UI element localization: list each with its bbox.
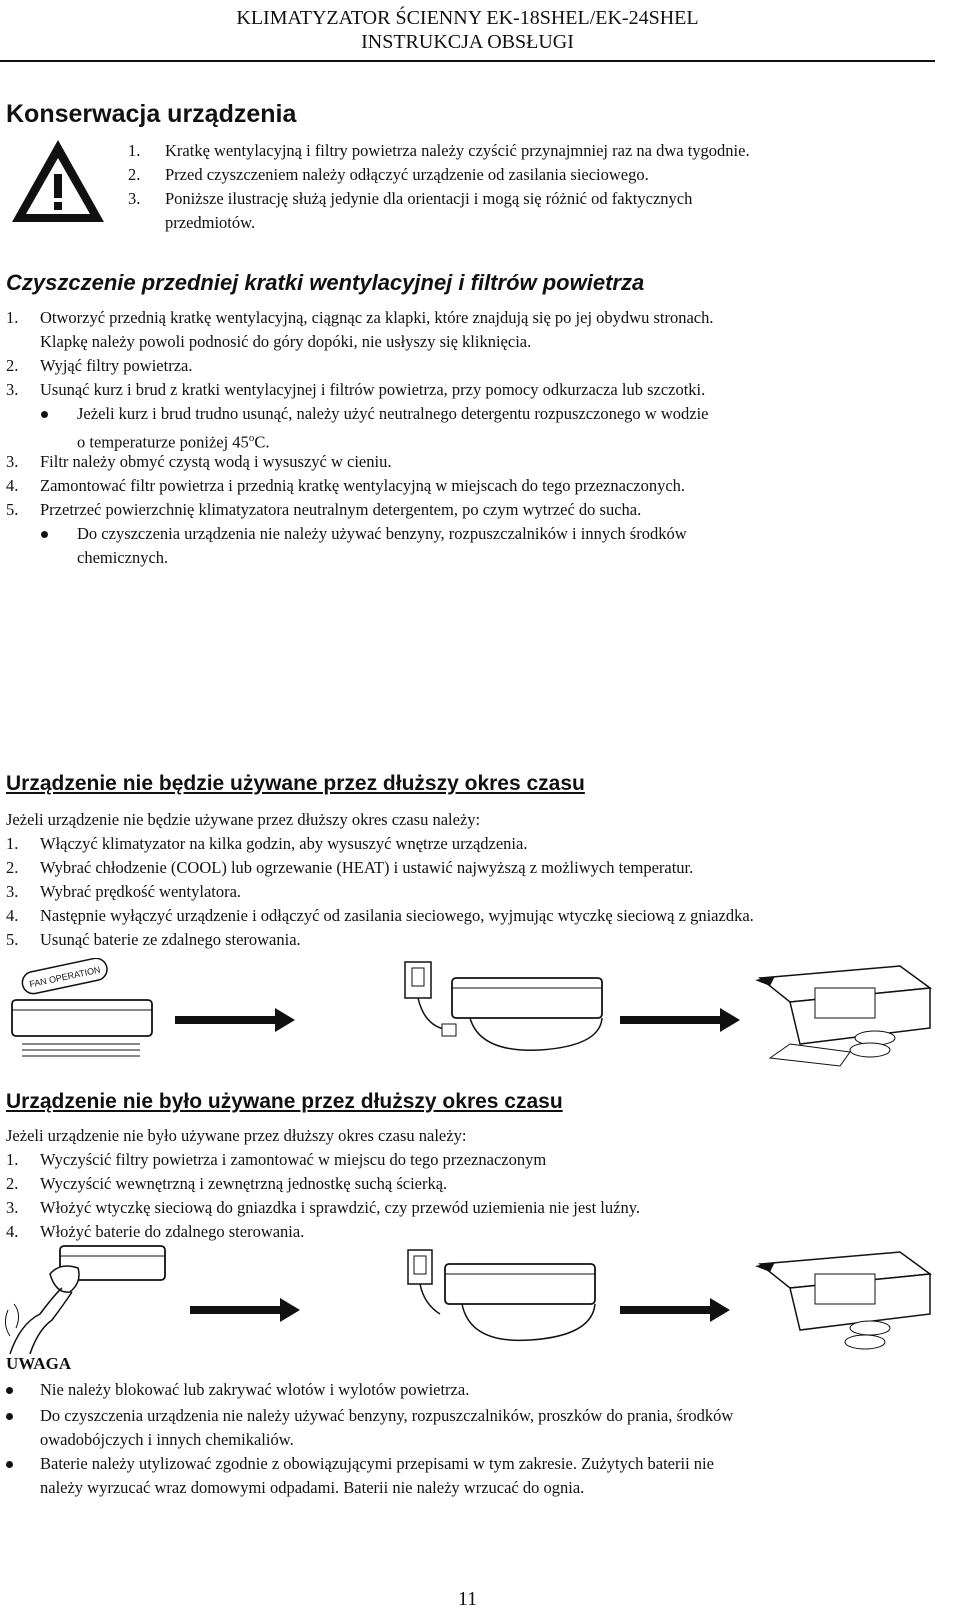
bullet-icon [41, 411, 48, 418]
list-text: Zamontować filtr powietrza i przednią kratkę wentylacyjną w miejscach do tego przeznaczonych. [40, 476, 686, 495]
list-number: 3. [128, 189, 141, 208]
list-text-continued: przedmiotów. [165, 213, 256, 232]
list-number: 3. [6, 380, 19, 399]
storage-illustration [0, 958, 935, 1068]
list-text: Wyjąć filtry powietrza. [40, 356, 193, 375]
bullet-icon [6, 1413, 13, 1420]
bullet-icon [41, 531, 48, 538]
section-intro: Jeżeli urządzenie nie będzie używane przez dłuższy okres czasu należy: [6, 810, 481, 829]
list-number: 3. [6, 882, 19, 901]
header-subtitle: INSTRUKCJA OBSŁUGI [361, 31, 574, 53]
list-number: 2. [6, 356, 19, 375]
list-text: Usunąć kurz i brud z kratki wentylacyjnej i filtrów powietrza, przy pomocy odkurzacza lub szczotki. [40, 380, 706, 399]
list-number: 1. [6, 1150, 19, 1169]
list-number: 4. [6, 906, 19, 925]
list-number: 4. [6, 476, 19, 495]
bullet-text-continued: należy wyrzucać wraz domowymi odpadami. Baterii nie należy wrzucać do ognia. [40, 1478, 585, 1497]
list-number: 2. [6, 1174, 19, 1193]
fan-operation-unit-icon [12, 958, 152, 1056]
bullet-text-continued: chemicznych. [77, 548, 169, 567]
list-number: 2. [128, 165, 141, 184]
bullet-text: Do czyszczenia urządzenia nie należy używać benzyny, rozpuszczalników, proszków do prania, środków [40, 1406, 734, 1425]
bullet-text: Do czyszczenia urządzenia nie należy używać benzyny, rozpuszczalników i innych środków [77, 524, 687, 543]
list-text: Wyczyścić wewnętrzną i zewnętrzną jednostkę suchą ścierką. [40, 1174, 448, 1193]
header-title: KLIMATYZATOR ŚCIENNY EK-18SHEL/EK-24SHEL [236, 7, 699, 29]
list-text: Otworzyć przednią kratkę wentylacyjną, ciągnąc za klapki, które znajdują się po jej obydwu stronach. [40, 308, 714, 327]
note-title: UWAGA [6, 1354, 72, 1373]
arrow-right-icon [175, 1008, 295, 1032]
plug-in-icon [408, 1250, 595, 1340]
list-text: Wybrać chłodzenie (COOL) lub ogrzewanie (HEAT) i ustawić najwyższą z możliwych temperatur. [40, 858, 694, 877]
degree-sup: o [248, 432, 255, 444]
list-text: Przetrzeć powierzchnię klimatyzatora neutralnym detergentem, po czym wytrzeć do sucha. [40, 500, 642, 519]
list-number: 5. [6, 930, 19, 949]
list-text: Przed czyszczeniem należy odłączyć urządzenie od zasilania sieciowego. [165, 165, 649, 184]
bullet-text: Jeżeli kurz i brud trudno usunąć, należy użyć neutralnego detergentu rozpuszczonego w wodzie [77, 404, 709, 423]
list-text: Poniższe ilustrację służą jedynie dla orientacji i mogą się różnić od faktycznych [165, 189, 693, 208]
section-title-storage: Urządzenie nie będzie używane przez dłuższy okres czasu [6, 772, 585, 795]
section-title-restart: Urządzenie nie było używane przez dłuższy okres czasu [6, 1090, 563, 1113]
header-divider [0, 60, 935, 62]
temperature-text: o temperaturze poniżej 45 [77, 432, 249, 452]
remote-battery-insert-icon [755, 1252, 930, 1349]
list-text: Kratkę wentylacyjną i filtry powietrza należy czyścić przynajmniej raz na dwa tygodnie. [165, 141, 750, 160]
bullet-text: Baterie należy utylizować zgodnie z obowiązującymi przepisami w tym zakresie. Zużytych baterii nie [40, 1454, 714, 1473]
section-title-maintenance: Konserwacja urządzenia [6, 100, 297, 128]
arrow-right-icon [620, 1298, 730, 1322]
list-text: Filtr należy obmyć czystą wodą i wysuszyć w cieniu. [40, 452, 392, 471]
bullet-text-continued: owadobójczych i innych chemikaliów. [40, 1430, 294, 1449]
bullet-icon [6, 1461, 13, 1468]
list-number: 4. [6, 1222, 19, 1241]
list-number: 3. [6, 1198, 19, 1217]
warning-icon [8, 136, 108, 228]
arrow-right-icon [620, 1008, 740, 1032]
temperature-unit: C. [254, 432, 270, 452]
list-text: Wyczyścić filtry powietrza i zamontować w miejscu do tego przeznaczonym [40, 1150, 547, 1169]
list-text-continued: Klapkę należy powoli podnosić do góry dopóki, nie usłyszy się kliknięcia. [40, 332, 532, 351]
list-number: 3. [6, 452, 19, 471]
restart-illustration [0, 1244, 935, 1356]
fan-operation-label: FAN OPERATION [28, 964, 102, 990]
list-text: Następnie wyłączyć urządzenie i odłączyć od zasilania sieciowego, wyjmując wtyczkę sieciową z gniazdka. [40, 906, 754, 925]
remote-battery-icon [755, 966, 930, 1066]
list-text: Wybrać prędkość wentylatora. [40, 882, 242, 901]
page-header [0, 6, 935, 54]
list-text: Włożyć wtyczkę sieciową do gniazdka i sprawdzić, czy przewód uziemienia nie jest luźny. [40, 1198, 641, 1217]
bullet-text: Nie należy blokować lub zakrywać wlotów i wylotów powietrza. [40, 1380, 470, 1399]
list-number: 5. [6, 500, 19, 519]
list-number: 1. [6, 834, 19, 853]
list-number: 1. [6, 308, 19, 327]
section-intro: Jeżeli urządzenie nie było używane przez dłuższy okres czasu należy: [6, 1126, 467, 1145]
list-text: Włączyć klimatyzator na kilka godzin, aby wysuszyć wnętrze urządzenia. [40, 834, 528, 853]
page-number: 11 [457, 1588, 478, 1610]
bullet-icon [6, 1387, 13, 1394]
list-number: 2. [6, 858, 19, 877]
list-text: Usunąć baterie ze zdalnego sterowania. [40, 930, 301, 949]
arrow-right-icon [190, 1298, 300, 1322]
section-title-cleaning: Czyszczenie przedniej kratki wentylacyjnej i filtrów powietrza [6, 270, 645, 295]
unplug-icon [405, 962, 602, 1050]
list-text: Włożyć baterie do zdalnego sterowania. [40, 1222, 305, 1241]
cleaning-hand-icon [5, 1246, 165, 1354]
list-number: 1. [128, 141, 141, 160]
